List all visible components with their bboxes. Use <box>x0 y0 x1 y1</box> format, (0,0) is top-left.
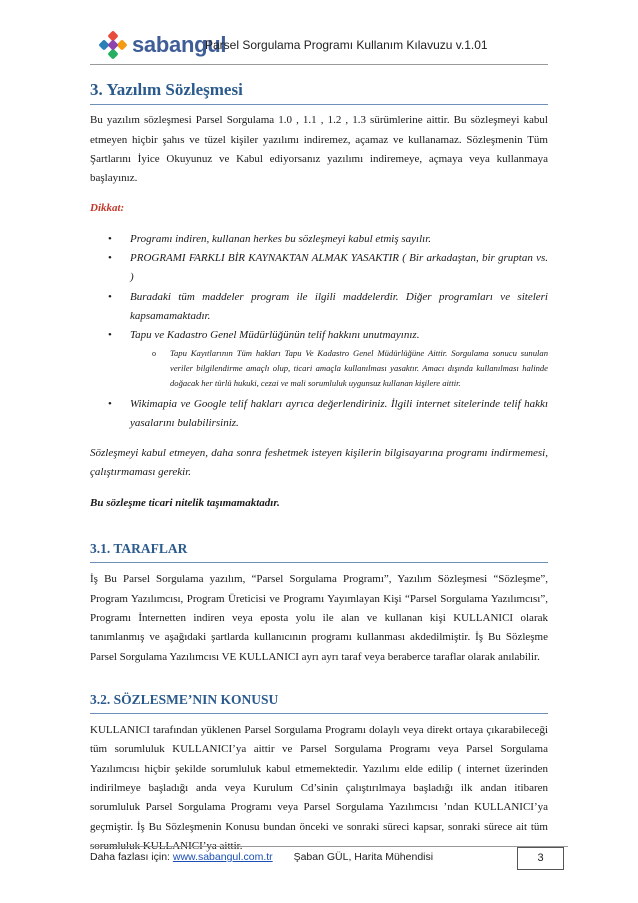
list-item: • Programı indiren, kullanan herkes bu sözleşmeyi kabul etmiş sayılır. <box>130 230 548 249</box>
footer-prefix: Daha fazlası için: <box>90 851 173 863</box>
after-text: Sözleşmeyi kabul etmeyen, daha sonra feshetmek isteyen kişilerin bilgisayarına programı indirmemesi, çalıştırmaması gerekir. <box>90 447 548 479</box>
document-title: Parsel Sorgulama Programı Kullanım Kılavuzu v.1.01 <box>205 38 488 52</box>
section-3-2-text: KULLANICI tarafından yüklenen Parsel Sorgulama Programı dolaylı veya direkt ortaya çıkarabileceği tüm sorumluluk KULLANICI’ya aittir ve Parsel Sorgulama Programı veya Parsel Sorgulama Yazılımcısı hiçbir şekilde sorumluluk kabul etmemektedir. Yazılımı elde edilip ( internet üzerinden indirilmeye başladığı anda veya Kurulum Cd’sinin çalıştırılmaya başladığı ilk andan itibaren sorumluluk Parsel Sorgulama Programı veya Parsel Sorgulama Yazılımcısı ’ndan KULLANICI’ya geçmiştir. İş Bu Sözleşmenin Konusu bundan önceki ve sonraki süreci kapsar, sonraki sürece ait tüm sorumluluk KULLANICI’ya aittir. <box>90 724 548 852</box>
footer-author: Şaban GÜL, Harita Mühendisi <box>293 851 434 863</box>
rules-list <box>90 230 548 433</box>
list-item: • Buradaki tüm maddeler program ile ilgili maddelerdir. Diğer programları ve siteleri kapsamamaktadır. <box>130 288 548 327</box>
sub-list <box>130 346 548 391</box>
section-3-2-title: 3.2. SÖZLESME’NIN KONUSU <box>90 690 548 714</box>
section-3-intro: Bu yazılım sözleşmesi Parsel Sorgulama 1.0 , 1.1 , 1.2 , 1.3 sürümlerine aittir. Bu sözleşmeyi kabul etmeyen hiçbir şahıs ve tüzel kişiler yazılımı indiremez, açamaz ve kullanamaz. Sözleşmenin Tüm Şartlarını İyice Okuyunuz ve Kabul ediyorsanız yazılımı indiremeye, açmaya veya kullanmaya başlayınız. <box>90 114 548 185</box>
section-3-1-text: İş Bu Parsel Sorgulama yazılım, “Parsel Sorgulama Programı”, Yazılım Sözleşmesi “Sözleşme”, Program Yazılımcısı, Program Üreticisi ve Programı Yayımlayan Kişi “Parsel Sorgulama Yazılımcısı”, Programı İnternetten indiren veya eposta yolu ile alan ve kullanan kişi KULLANICI olarak tanımlanmış ve aşağıdaki şartlarda kullanıcının programı kullanması akdedilmiştir. İş Bu Sözleşme Parsel Sorgulama Yazılımcısı VE KULLANICI ayrı ayrı taraf veya beraberce taraflar olarak anılabilir. <box>90 573 548 663</box>
website-link[interactable]: www.sabangul.com.tr <box>172 851 273 863</box>
section-3-title: 3. Yazılım Sözleşmesi <box>90 80 548 105</box>
list-item: • PROGRAMI FARKLI BİR KAYNAKTAN ALMAK YASAKTIR ( Bir arkadaştan, bir gruptan vs. ) <box>130 249 548 288</box>
warning-label: Dikkat: <box>90 202 125 215</box>
footer-divider <box>90 846 568 847</box>
page-footer <box>90 851 433 863</box>
header-divider <box>90 64 548 65</box>
page-number: 3 <box>517 847 564 870</box>
page-header <box>0 0 638 78</box>
list-item: • Wikimapia ve Google telif hakları ayrıca değerlendiriniz. İlgili internet sitelerinde telif hakkı yasalarını bulabilirsiniz. <box>130 395 548 434</box>
list-item-text: Tapu ve Kadastro Genel Müdürlüğünün telif hakkını unutmayınız. <box>130 329 420 342</box>
page-content <box>90 80 548 856</box>
commercial-note: Bu sözleşme ticari nitelik taşımamaktadır. <box>90 496 280 509</box>
logo-text: sabangul <box>132 32 227 57</box>
sub-list-item: o Tapu Kayıtlarının Tüm hakları Tapu Ve Kadastro Genel Müdürlüğüne Aittir. Sorgulama sonucu sunulan veriler bilgilendirme amaçlı olup, ticari amaçla kullanılması yasaktır. Amacı dışında kullanılması halinde doğacak her türlü hukuki, cezai ve mali sorumluluk uygunsuz kullanan kişilere aittir. <box>170 346 548 391</box>
logo-mark-icon <box>98 30 128 60</box>
list-item <box>130 326 548 390</box>
section-3-1-title: 3.1. TARAFLAR <box>90 539 548 563</box>
